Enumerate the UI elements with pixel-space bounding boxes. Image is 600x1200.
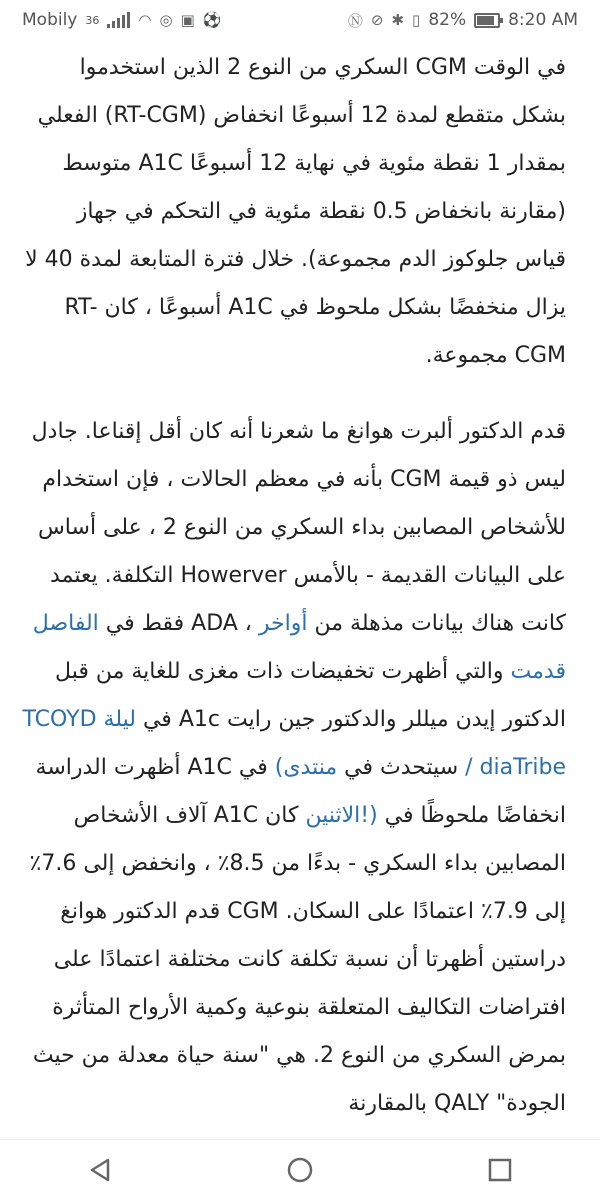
link-tcoyd-night[interactable]: ليلة TCOYD / diaTribe <box>22 707 566 780</box>
whatsapp-icon: ◎ <box>159 11 173 29</box>
link-monday[interactable]: (!الاثنين <box>305 803 378 828</box>
paragraph-2-text-b: ، ADA فقط في <box>98 611 259 636</box>
home-button[interactable] <box>270 1140 330 1200</box>
clock: 8:20 AM <box>508 10 578 30</box>
paragraph-1: في الوقت CGM السكري من النوع 2 الذين استخدموا بشكل متقطع لمدة 12 أسبوعًا انخفاض (RT-CGM) الفعلي بمقدار 1 نقطة مئوية في نهاية 12 أسبوعًا A1C متوسط (مقارنة بانخفاض 0.5 نقطة مئوية في التحكم في جهاز قياس جلوكوز الدم مجموعة). خلال فترة المتابعة لمدة 40 لا يزال منخفضًا بشكل ملحوظ في A1C أسبوعًا ، كان RT-CGM مجموعة. <box>25 55 566 368</box>
paragraph-2-text-d: سيتحدث في <box>337 755 466 780</box>
navigation-bar <box>0 1139 600 1200</box>
battery-percent: 82% <box>428 10 467 30</box>
message-icon: ▣ <box>180 11 195 29</box>
link-forum[interactable]: منتدى) <box>274 755 338 780</box>
mute-icon: ⊘ <box>370 11 384 29</box>
vibrate-icon: ▯ <box>412 11 421 29</box>
home-icon <box>286 1156 314 1184</box>
link-session[interactable]: الفاصل قدمت <box>32 611 566 684</box>
carrier-name: Mobily <box>22 10 78 30</box>
nfc-icon: Ⓝ <box>347 11 363 30</box>
status-left <box>22 10 221 30</box>
link-late[interactable]: أواخر <box>258 611 308 636</box>
signal-icon <box>107 12 130 28</box>
back-icon <box>86 1156 114 1184</box>
status-bar <box>0 0 600 40</box>
recents-icon <box>486 1156 514 1184</box>
paragraph-2-text-c: والتي أظهرت تخفيضات ذات مغزى للغاية من قبل الدكتور إيدن ميللر والدكتور جين رايت A1c في <box>55 659 566 732</box>
article-content <box>0 44 600 1140</box>
bluetooth-icon: ✱ <box>391 11 405 29</box>
paragraph-2 <box>22 408 566 1128</box>
soccer-icon: ⚽ <box>202 11 222 29</box>
paragraph-2-text-f: كان A1C آلاف الأشخاص المصابين بداء السكري - بدءًا من 8.5٪ ، وانخفض إلى 7.6٪ إلى 7.9٪ اعتمادًا على السكان. CGM قدم الدكتور هوانغ دراستين أظهرتا أن نسبة تكلفة كانت مختلفة اعتمادًا على افتراضات التكاليف المتعلقة بنوعية وكمية الأرواح المتأثرة بمرض السكري من النوع 2. هي "سنة حياة معدلة من حيث الجودة" QALY بالمقارنة <box>29 803 566 1116</box>
status-right <box>348 10 578 31</box>
paragraph-2-text-e: في A1C أظهرت الدراسة انخفاضًا ملحوظًا في <box>35 755 566 828</box>
back-button[interactable] <box>70 1140 130 1200</box>
wifi-icon: ◠ <box>138 11 152 29</box>
paragraph-2-text-a: قدم الدكتور ألبرت هوانغ ما شعرنا أنه كان أقل إقناعا. جادل ليس ذو قيمة CGM بأنه في معظم الحالات ، فإن استخدام للأشخاص المصابين بداء السكري من النوع 2 ، على أساس على البيانات القديمة - بالأمس Howerver التكلفة. يعتمد كانت هناك بيانات مذهلة من <box>31 419 566 636</box>
network-type: 36 <box>85 13 100 27</box>
battery-icon <box>474 13 500 28</box>
recents-button[interactable] <box>470 1140 530 1200</box>
